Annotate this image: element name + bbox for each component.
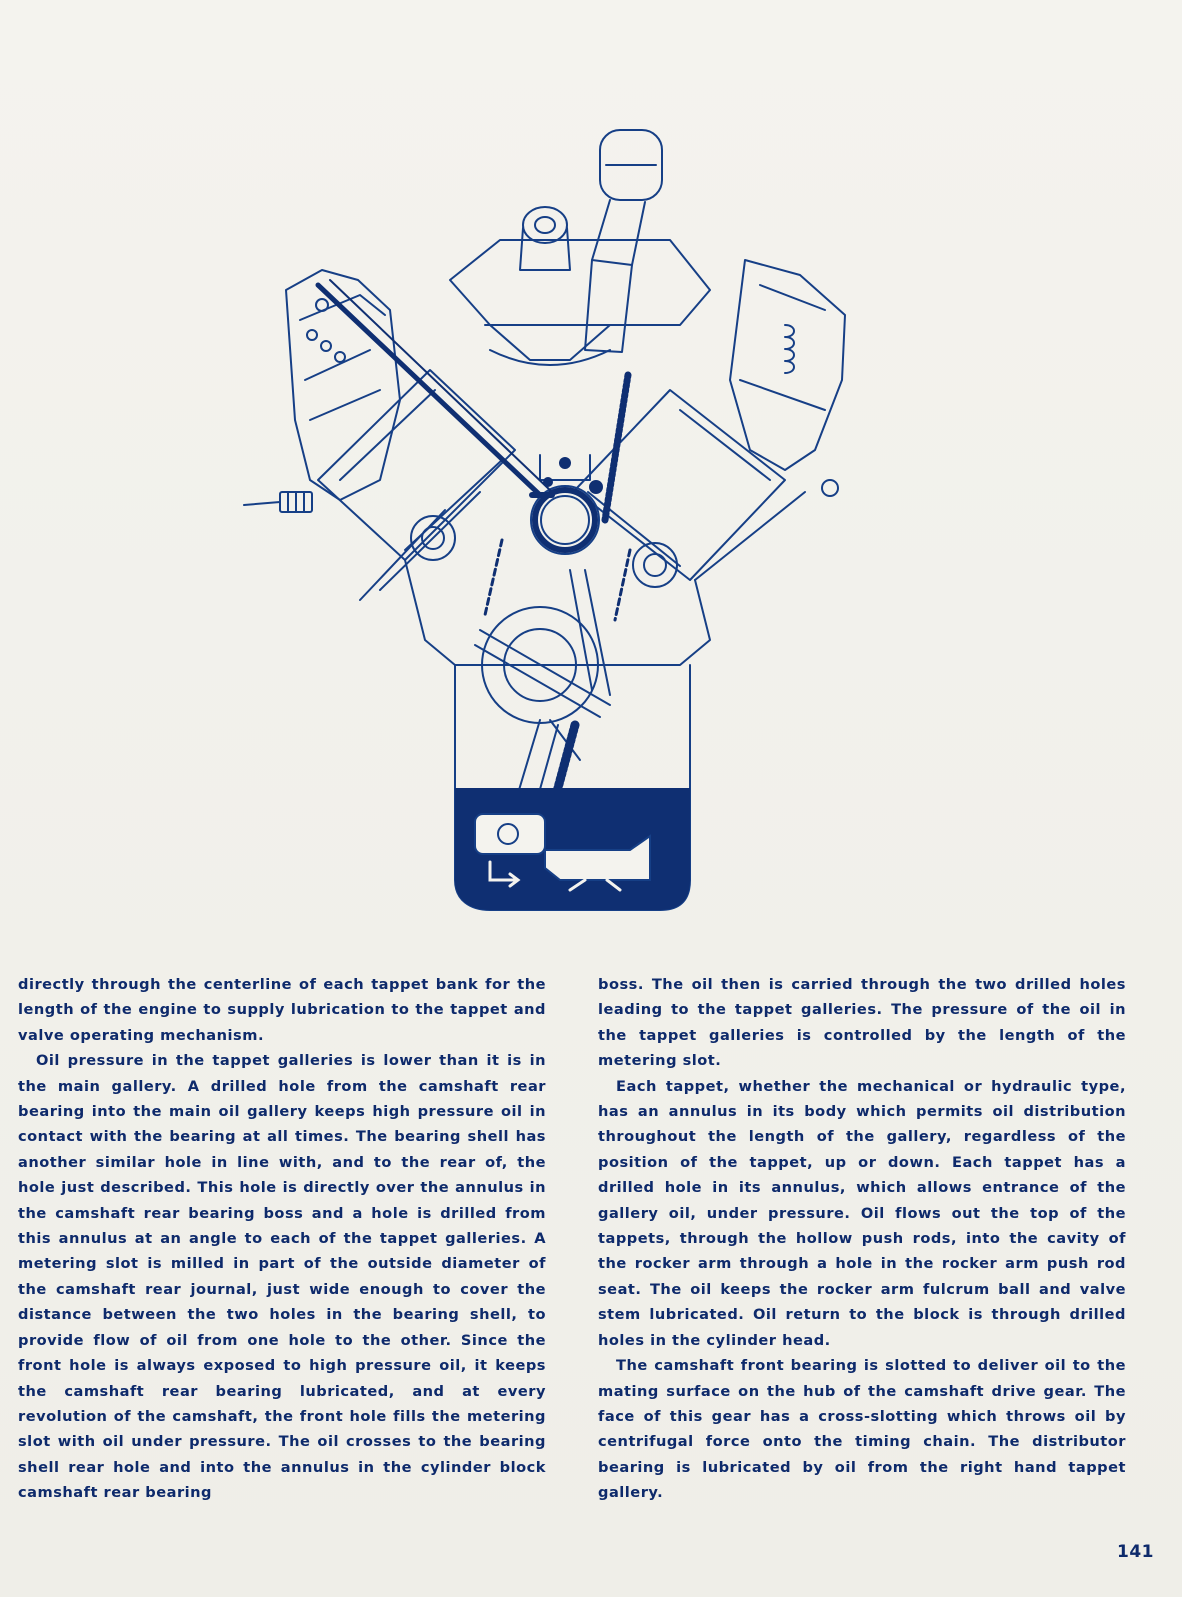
left-text-column — [18, 972, 546, 1506]
paragraph-tappet-annulus: Each tappet, whether the mechanical or hydraulic type, has an annulus in its body which permits oil distribution throughout the length of the gallery, regardless of the position of the tappet, up or down. Each tappet has a drilled hole in its annulus, which allows entrance of the gallery oil, under pressure. Oil flows out the top of the tappets, through the hollow push rods, into the cavity of the rocker arm through a hole in the rocker arm push rod seat. The oil keeps the rocker arm fulcrum ball and valve stem lubricated. Oil return to the block is through drilled holes in the cylinder head. — [598, 1077, 1126, 1349]
paragraph-tappet-pressure: Oil pressure in the tappet galleries is lower than it is in the main gallery. A drilled hole from the camshaft rear bearing into the main oil gallery keeps high pressure oil in contact with the bearing at all times. The bearing shell has another similar hole in line with, and to the rear of, the hole just described. This hole is directly over the annulus in the camshaft rear bearing boss and a hole is drilled from this annulus at an angle to each of the tappet galleries. A metering slot is milled in part of the outside diameter of the camshaft rear journal, just wide enough to cover the distance between the two holes in the bearing shell, to provide flow of oil from one hole to the other. Since the front hole is always exposed to high pressure oil, it keeps the camshaft rear bearing lubricated, and at every revolution of the camshaft, the front hole fills the metering slot with oil under pressure. The oil crosses to the bearing shell rear hole and into the annulus in the cylinder block camshaft rear bearing — [18, 1052, 546, 1502]
engine-lubrication-diagram — [240, 120, 880, 930]
engine-cutaway-icon — [240, 120, 880, 930]
paragraph-continuation: directly through the centerline of each tappet bank for the length of the engine to supply lubrication to the tappet and valve operating mechanism. — [18, 976, 546, 1044]
paragraph-camshaft-front-bearing: The camshaft front bearing is slotted to deliver oil to the mating surface on the hub of the camshaft drive gear. The face of this gear has a cross-slotting which throws oil by centrifugal force onto the timing chain. The distributor bearing is lubricated by oil from the right hand tappet gallery. — [598, 1357, 1126, 1502]
page-number: 141 — [1117, 1542, 1154, 1562]
right-text-column — [598, 972, 1126, 1506]
paragraph-continuation-right: boss. The oil then is carried through the two drilled holes leading to the tappet galleries. The pressure of the oil in the tappet galleries is controlled by the length of the metering slot. — [598, 976, 1126, 1070]
